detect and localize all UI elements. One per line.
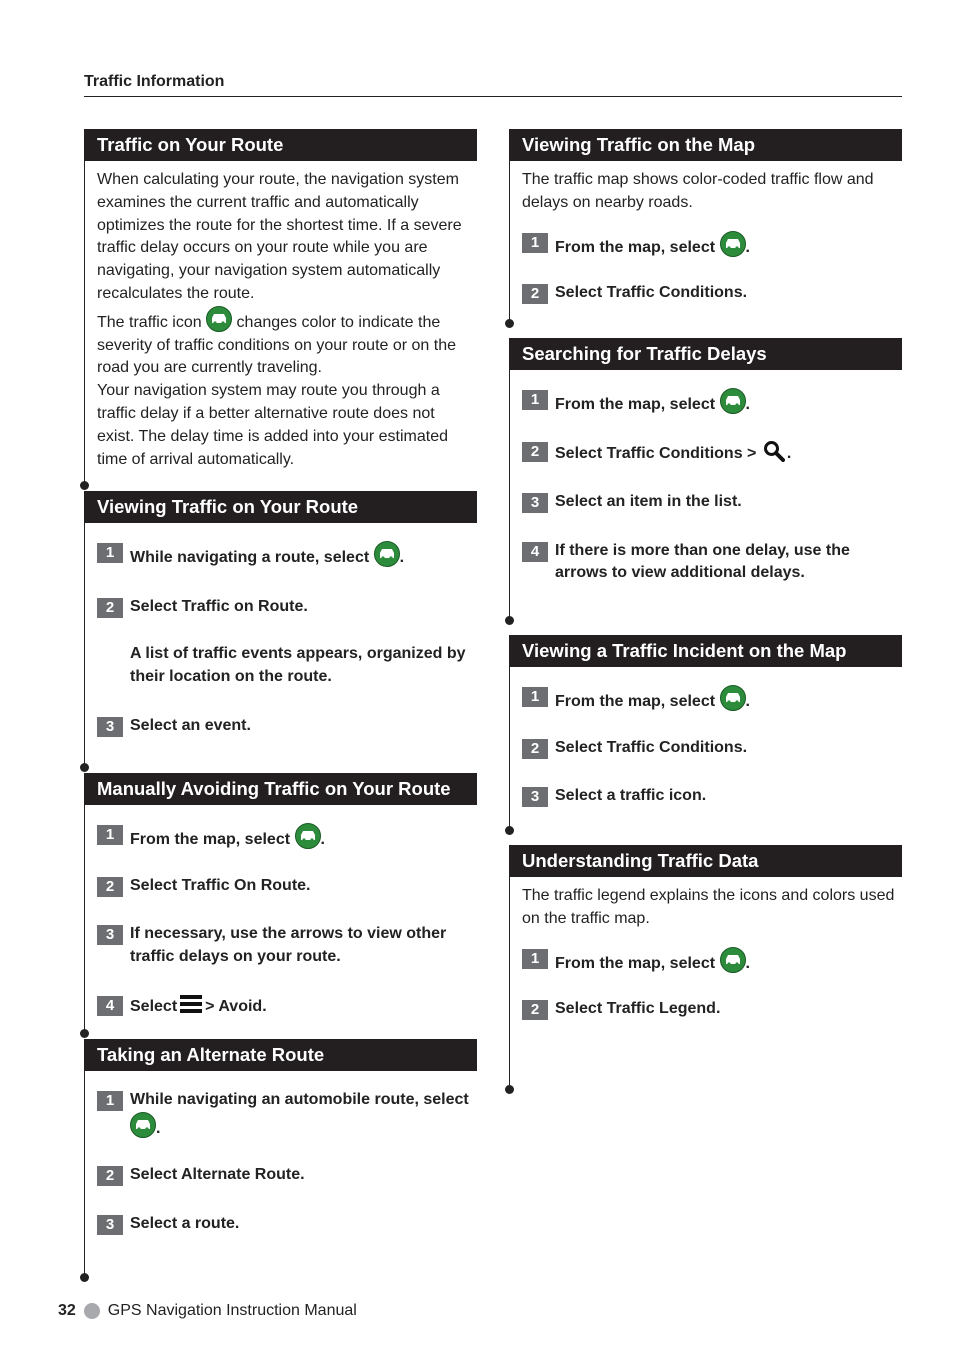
step-text: Select an event. [130, 716, 251, 734]
step-number: 1 [97, 1091, 123, 1111]
step-number: 3 [97, 1215, 123, 1235]
paragraph: The traffic map shows color-coded traffic flow and delays on nearby roads. [522, 171, 874, 211]
step-number: 1 [522, 233, 548, 253]
paragraph: The traffic legend explains the icons and colors used on the traffic map. [522, 887, 895, 927]
left-column [84, 129, 477, 1277]
section-traffic-on-route [84, 129, 477, 485]
step-number: 2 [522, 1000, 548, 1020]
step-text: Select Traffic Legend. [555, 1000, 721, 1018]
section-title: Viewing Traffic on the Map [509, 129, 902, 161]
step-number: 3 [97, 925, 123, 945]
step [97, 541, 473, 570]
section-title: Taking an Alternate Route [84, 1039, 477, 1071]
section-body [84, 161, 477, 485]
step-text: Select a route. [130, 1214, 240, 1232]
section-title: Manually Avoiding Traffic on Your Route [84, 773, 477, 805]
traffic-icon [720, 231, 746, 257]
step-number: 3 [97, 717, 123, 737]
step-text: Select Traffic Conditions. [555, 284, 748, 302]
manual-title: GPS Navigation Instruction Manual [107, 1302, 357, 1319]
step [97, 596, 473, 619]
step-number: 2 [97, 1166, 123, 1186]
section-body [509, 161, 902, 323]
step-text: Select Traffic Conditions > . [555, 440, 898, 466]
step [522, 540, 898, 585]
step-number: 1 [97, 543, 123, 563]
step [97, 1089, 473, 1140]
section-title: Searching for Traffic Delays [509, 338, 902, 370]
traffic-icon [720, 685, 746, 711]
step-text: If there is more than one delay, use the arrows to view additional delays. [555, 541, 850, 581]
paragraph: Your navigation system may route you through a traffic delay if a better alternative route does not exist. The delay time is added into your estimated time of arrival automatically. [97, 382, 448, 468]
step [97, 1213, 473, 1236]
section-body [509, 667, 902, 830]
step [97, 994, 473, 1019]
right-column [509, 129, 902, 1089]
step-text: Select Alternate Route. [130, 1166, 305, 1183]
menu-icon [180, 994, 202, 1014]
step [97, 923, 473, 968]
step-number: 1 [522, 390, 548, 410]
paragraph: When calculating your route, the navigation system examines the current traffic and automatically optimizes the route for the shortest time. If a severe traffic delay occurs on your route while you are navigating, your navigation system automatically recalculates the route. [97, 171, 462, 302]
step-number: 4 [97, 996, 123, 1016]
step-text: From the map, select . [130, 823, 473, 852]
section-manual-avoid [84, 773, 477, 1033]
text: The traffic icon [97, 313, 202, 331]
section-body [509, 877, 902, 1089]
rule-endpoint [505, 1085, 514, 1094]
text: changes color to indicate the severity of traffic conditions on your route or on the road you are currently traveling. [97, 313, 457, 377]
section-body [84, 805, 477, 1033]
page-footer [58, 1302, 357, 1320]
step [97, 823, 473, 852]
traffic-icon [206, 306, 232, 332]
step-number: 2 [97, 598, 123, 618]
search-icon [763, 440, 785, 462]
step-number: 3 [522, 493, 548, 513]
step-text: If necessary, use the arrows to view other traffic delays on your route. [130, 925, 447, 965]
step-text: From the map, select . [555, 947, 898, 976]
step [522, 491, 898, 514]
step-text: Select Traffic on Route. [130, 597, 308, 615]
step-number: 2 [522, 442, 548, 462]
step [522, 785, 898, 808]
step-note: A list of traffic events appears, organized by their location on the route. [130, 645, 466, 685]
rule-endpoint [505, 616, 514, 625]
footer-dot-icon [84, 1303, 100, 1319]
section-traffic-data [509, 845, 902, 1089]
step-text: Select > Avoid. [130, 994, 473, 1019]
step-text: Select Traffic On Route. [130, 876, 311, 894]
step [522, 282, 898, 305]
step-text: Select Traffic Conditions. [555, 738, 748, 756]
step-text: Select an item in the list. [555, 493, 742, 510]
traffic-icon [295, 823, 321, 849]
step-text: While navigating a route, select . [130, 541, 473, 570]
rule-endpoint [80, 763, 89, 772]
step [97, 1164, 473, 1187]
step-number: 4 [522, 542, 548, 562]
rule-endpoint [80, 481, 89, 490]
paragraph [97, 306, 473, 380]
section-viewing-route [84, 491, 477, 767]
step-number: 1 [522, 687, 548, 707]
step-text: From the map, select . [555, 231, 898, 260]
traffic-icon [130, 1112, 156, 1138]
section-title: Viewing a Traffic Incident on the Map [509, 635, 902, 667]
step [97, 875, 473, 898]
traffic-icon [720, 388, 746, 414]
step-number: 1 [522, 949, 548, 969]
section-body [84, 523, 477, 767]
section-title: Traffic on Your Route [84, 129, 477, 161]
running-header: Traffic Information [84, 73, 225, 90]
rule-endpoint [505, 319, 514, 328]
step-number: 1 [97, 825, 123, 845]
section-viewing-map [509, 129, 902, 323]
section-body [509, 370, 902, 620]
step [97, 715, 473, 738]
step [522, 947, 898, 976]
rule-endpoint [80, 1029, 89, 1038]
step-text: From the map, select . [555, 388, 898, 417]
step-text: Select a traffic icon. [555, 787, 707, 804]
step [522, 388, 898, 417]
section-alternate-route [84, 1039, 477, 1277]
rule-endpoint [80, 1273, 89, 1282]
header-rule [84, 96, 902, 97]
step-text: From the map, select . [555, 685, 898, 714]
step-number: 2 [97, 877, 123, 897]
rule-endpoint [505, 826, 514, 835]
section-title: Understanding Traffic Data [509, 845, 902, 877]
step [522, 231, 898, 260]
step [522, 440, 898, 466]
step [522, 998, 898, 1021]
traffic-icon [720, 947, 746, 973]
step-number: 2 [522, 284, 548, 304]
step [522, 685, 898, 714]
section-title: Viewing Traffic on Your Route [84, 491, 477, 523]
section-traffic-incident [509, 635, 902, 830]
step-number: 2 [522, 739, 548, 759]
section-body [84, 1071, 477, 1277]
step [522, 737, 898, 760]
traffic-icon [374, 541, 400, 567]
step-text: While navigating an automobile route, select . [130, 1091, 469, 1137]
section-searching-delays [509, 338, 902, 620]
page-number: 32 [58, 1302, 76, 1319]
step-number: 3 [522, 787, 548, 807]
